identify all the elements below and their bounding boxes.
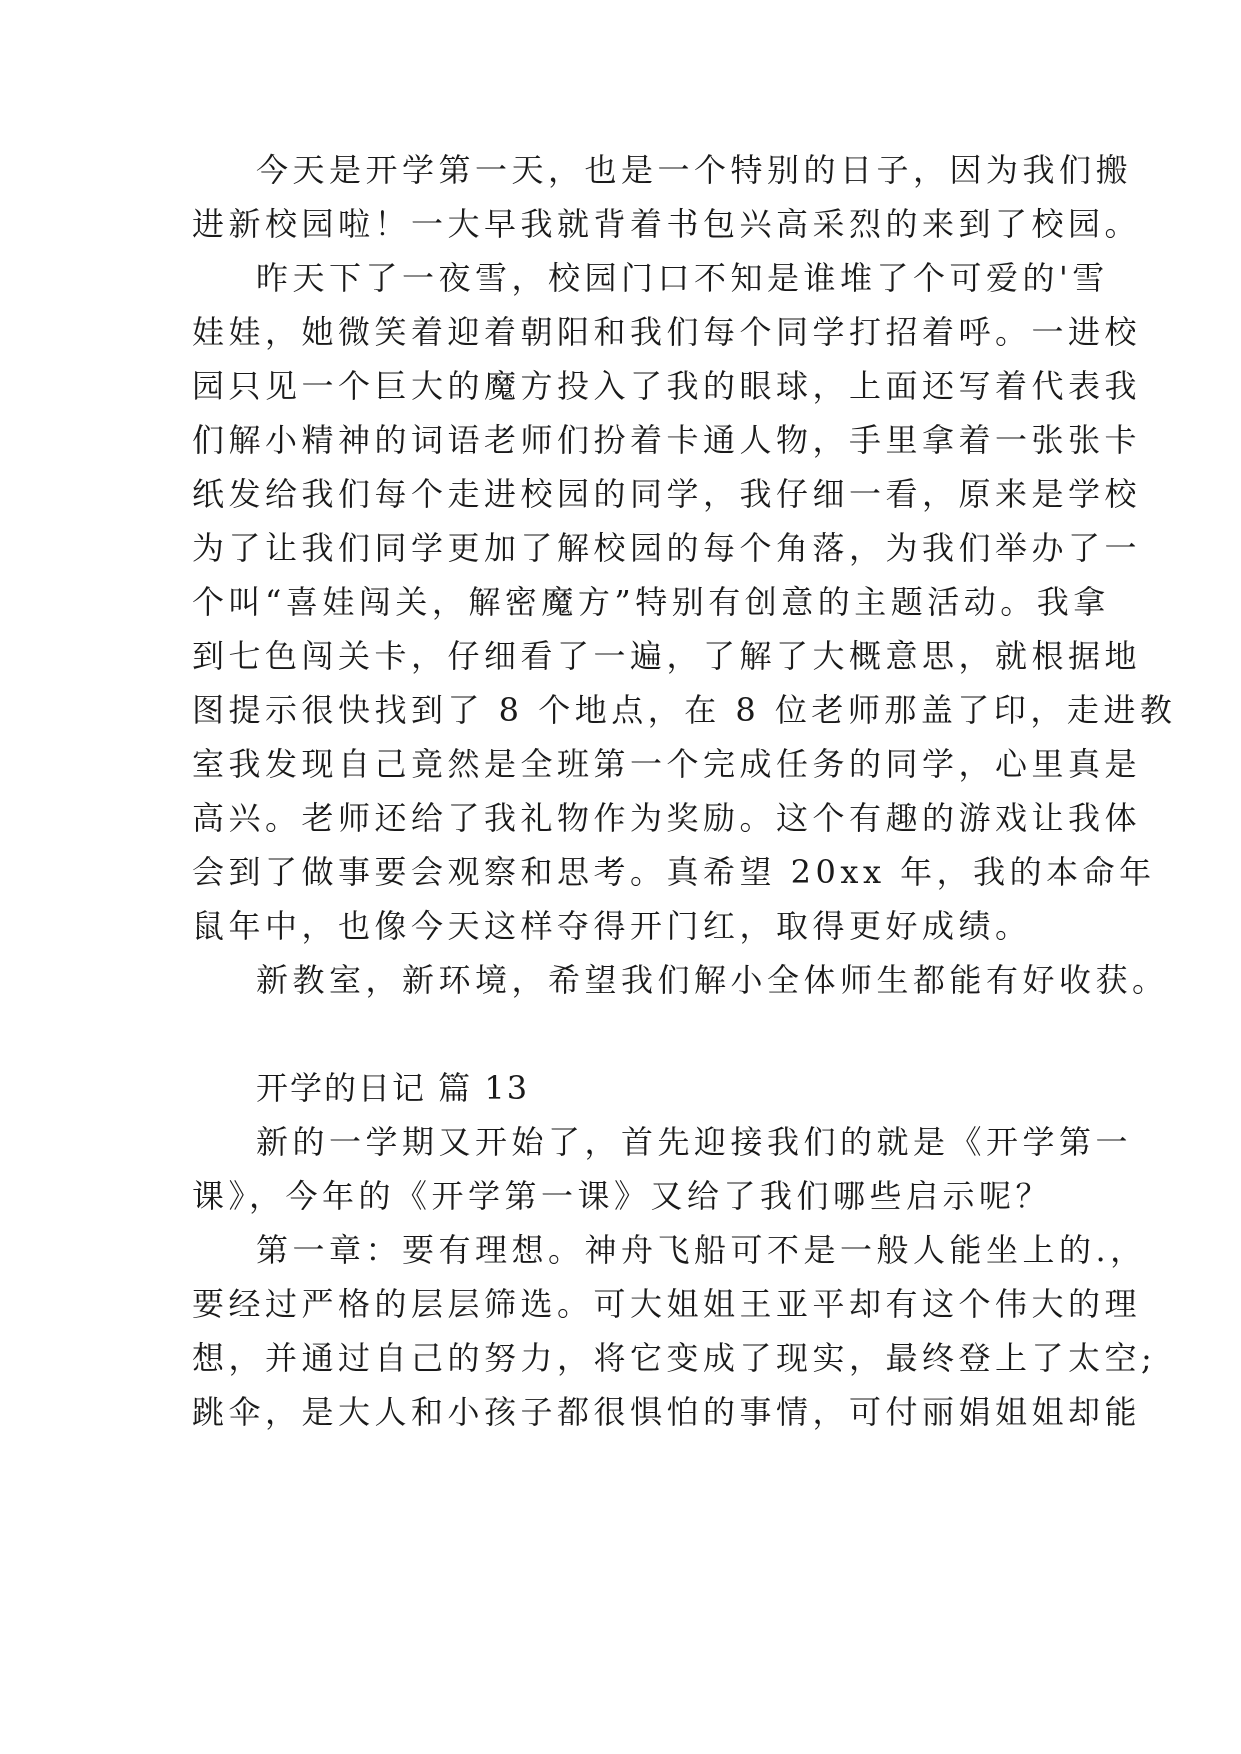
paragraph-line: 新的一学期又开始了，首先迎接我们的就是《开学第一 xyxy=(256,1123,1133,1161)
paragraph-line: 为了让我们同学更加了解校园的每个角落，为我们举办了一 xyxy=(192,529,1142,567)
paragraph-line: 到七色闯关卡，仔细看了一遍，了解了大概意思，就根据地 xyxy=(192,637,1142,675)
paragraph-line: 进新校园啦！一大早我就背着书包兴高采烈的来到了校园。 xyxy=(192,205,1142,243)
paragraph-line: 们解小精神的词语老师们扮着卡通人物，手里拿着一张张卡 xyxy=(192,421,1142,459)
paragraph-line: 个叫“喜娃闯关，解密魔方”特别有创意的主题活动。我拿 xyxy=(192,583,1110,621)
paragraph-line: 室我发现自己竟然是全班第一个完成任务的同学，心里真是 xyxy=(192,745,1142,783)
paragraph-line: 课》，今年的《开学第一课》又给了我们哪些启示呢？ xyxy=(192,1177,1053,1215)
paragraph-line: 跳伞，是大人和小孩子都很惧怕的事情，可付丽娟姐姐却能 xyxy=(192,1393,1142,1431)
paragraph-line: 今天是开学第一天，也是一个特别的日子，因为我们搬 xyxy=(256,151,1133,189)
section-heading: 开学的日记 篇 13 xyxy=(256,1069,530,1107)
paragraph-line: 昨天下了一夜雪，校园门口不知是谁堆了个可爱的'雪 xyxy=(256,259,1109,297)
paragraph-line: 第一章：要有理想。神舟飞船可不是一般人能坐上的.， xyxy=(256,1231,1147,1269)
paragraph-line: 园只见一个巨大的魔方投入了我的眼球，上面还写着代表我 xyxy=(192,367,1142,405)
paragraph-line: 新教室，新环境，希望我们解小全体师生都能有好收获。 xyxy=(256,961,1169,999)
paragraph-line: 图提示很快找到了 8 个地点，在 8 位老师那盖了印，走进教 xyxy=(192,691,1177,729)
paragraph-line: 鼠年中，也像今天这样夺得开门红，取得更好成绩。 xyxy=(192,907,1032,945)
paragraph-line: 会到了做事要会观察和思考。真希望 20xx 年，我的本命年 xyxy=(192,853,1156,891)
paragraph-line: 高兴。老师还给了我礼物作为奖励。这个有趣的游戏让我体 xyxy=(192,799,1142,837)
paragraph-line: 想，并通过自己的努力，将它变成了现实，最终登上了太空; xyxy=(192,1339,1157,1377)
paragraph-line: 纸发给我们每个走进校园的同学，我仔细一看，原来是学校 xyxy=(192,475,1142,513)
paragraph-line: 要经过严格的层层筛选。可大姐姐王亚平却有这个伟大的理 xyxy=(192,1285,1142,1323)
paragraph-line: 娃娃，她微笑着迎着朝阳和我们每个同学打招着呼。一进校 xyxy=(192,313,1142,351)
